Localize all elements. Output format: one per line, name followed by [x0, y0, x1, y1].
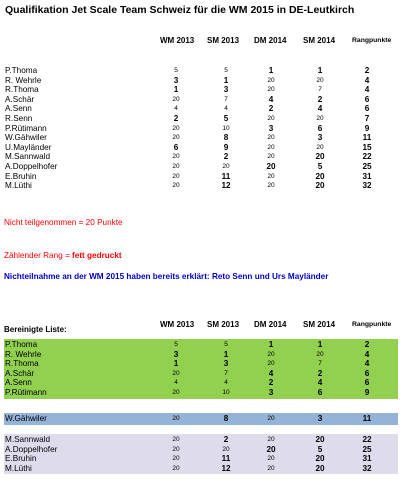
header2-dm2014: DM 2014 — [254, 320, 287, 329]
cell-dm2014: 20 — [267, 134, 275, 142]
row-name: R.Thoma — [5, 359, 39, 369]
cell-sm2014: 20 — [315, 152, 325, 162]
cell-rangpunkte: 4 — [364, 85, 370, 95]
table-row — [4, 133, 398, 143]
cell-wm2013: 3 — [173, 75, 179, 85]
cell-rangpunkte: 9 — [364, 387, 370, 397]
header-wm2013: WM 2013 — [160, 36, 195, 45]
cell-dm2014: 20 — [266, 161, 276, 171]
cell-rangpunkte: 6 — [364, 378, 370, 388]
cell-sm2013: 11 — [221, 171, 231, 181]
page-title: Qualifikation Jet Scale Team Schweiz für die WM 2015 in DE-Leutkirch — [5, 4, 355, 16]
cell-wm2013: 20 — [172, 455, 180, 463]
cell-sm2013: 10 — [222, 388, 230, 396]
cell-rangpunkte: 31 — [362, 454, 372, 464]
cell-dm2014: 4 — [268, 94, 274, 104]
cell-sm2013: 1 — [223, 349, 229, 359]
cell-wm2013: 20 — [172, 172, 180, 180]
header2-wm2013: WM 2013 — [160, 320, 195, 329]
cell-rangpunkte: 32 — [362, 181, 372, 191]
cell-sm2013: 4 — [224, 105, 228, 113]
row-name: A.Doppelhofer — [5, 161, 58, 171]
cell-sm2013: 12 — [221, 181, 231, 191]
header-sm2014: SM 2014 — [303, 36, 336, 45]
cell-sm2014: 7 — [318, 86, 322, 94]
cell-sm2013: 2 — [223, 152, 229, 162]
cell-dm2014: 20 — [267, 153, 275, 161]
table-row — [4, 104, 398, 114]
cell-rangpunkte: 15 — [362, 142, 372, 152]
cell-sm2013: 7 — [224, 95, 228, 103]
cell-rangpunkte: 25 — [362, 444, 372, 454]
row-name: P.Rütimann — [5, 387, 47, 397]
cell-rangpunkte: 4 — [364, 359, 370, 369]
cell-rangpunkte: 32 — [362, 463, 372, 473]
cell-wm2013: 1 — [173, 359, 179, 369]
row-name: P.Rütimann — [5, 123, 47, 133]
cell-rangpunkte: 2 — [364, 66, 370, 75]
cell-sm2014: 4 — [317, 104, 323, 114]
table-row — [4, 143, 398, 153]
cell-sm2013: 3 — [223, 359, 229, 369]
cell-wm2013: 20 — [172, 182, 180, 190]
cell-sm2014: 6 — [317, 123, 323, 133]
cell-sm2014: 1 — [317, 340, 323, 349]
cell-dm2014: 20 — [267, 76, 275, 84]
clean-group-2 — [4, 413, 398, 425]
cell-dm2014: 20 — [266, 444, 276, 454]
cell-dm2014: 4 — [268, 368, 274, 378]
row-name: R.Senn — [5, 113, 33, 123]
cell-sm2014: 20 — [315, 181, 325, 191]
row-name: U.Mayländer — [5, 142, 52, 152]
cell-sm2013: 11 — [221, 454, 231, 464]
table-row — [4, 95, 398, 105]
table-row — [4, 369, 398, 379]
cell-rangpunkte: 7 — [364, 113, 370, 123]
cell-dm2014: 20 — [267, 182, 275, 190]
cell-sm2014: 20 — [316, 76, 324, 84]
cell-dm2014: 2 — [268, 104, 274, 114]
cell-wm2013: 20 — [172, 134, 180, 142]
table-row — [4, 388, 398, 398]
table-row — [4, 124, 398, 134]
cell-sm2014: 5 — [317, 161, 323, 171]
cell-sm2014: 4 — [317, 378, 323, 388]
cell-dm2014: 20 — [267, 86, 275, 94]
cell-sm2013: 5 — [224, 67, 228, 74]
table-row — [4, 162, 398, 172]
cell-wm2013: 20 — [172, 153, 180, 161]
cell-sm2014: 20 — [315, 435, 325, 444]
cell-rangpunkte: 11 — [362, 133, 372, 143]
row-name: A.Senn — [5, 104, 32, 114]
row-name: M.Sannwald — [5, 152, 51, 162]
cell-rangpunkte: 22 — [362, 435, 372, 444]
cell-sm2013: 5 — [224, 341, 228, 348]
cell-wm2013: 20 — [172, 464, 180, 472]
table-row — [4, 464, 398, 474]
cell-rangpunkte: 6 — [364, 94, 370, 104]
cell-sm2014: 20 — [316, 114, 324, 122]
cell-wm2013: 20 — [172, 388, 180, 396]
cell-sm2013: 8 — [223, 414, 229, 423]
cell-rangpunkte: 31 — [362, 171, 372, 181]
cell-rangpunkte: 9 — [364, 123, 370, 133]
table-row — [4, 76, 398, 86]
row-name: M.Sannwald — [5, 435, 51, 444]
table-row — [4, 181, 398, 191]
cell-sm2013: 20 — [222, 445, 230, 453]
ranking-table — [4, 66, 398, 191]
row-name: R. Wehrle — [5, 75, 42, 85]
cell-dm2014: 20 — [267, 114, 275, 122]
cell-wm2013: 5 — [174, 341, 178, 348]
note-counting-bold: fett gedruckt — [72, 251, 122, 260]
row-name: P.Thoma — [5, 66, 38, 75]
cell-sm2013: 9 — [223, 142, 229, 152]
cell-sm2013: 12 — [221, 463, 231, 473]
table-row — [4, 445, 398, 455]
cell-sm2013: 1 — [223, 75, 229, 85]
note-declared: Nichteilnahme an der WM 2015 haben bereits erklärt: Reto Senn und Urs Mayländer — [4, 272, 329, 281]
cell-wm2013: 20 — [172, 415, 180, 422]
cell-sm2014: 7 — [318, 360, 322, 368]
cell-wm2013: 20 — [172, 162, 180, 170]
cell-sm2014: 20 — [316, 143, 324, 151]
row-name: A.Schär — [5, 368, 35, 378]
table-row — [4, 414, 398, 424]
row-name: R. Wehrle — [5, 349, 42, 359]
cell-sm2013: 20 — [222, 162, 230, 170]
row-name: R.Thoma — [5, 85, 39, 95]
cell-dm2014: 3 — [268, 123, 274, 133]
subtitle-clean-list: Bereinigte Liste: — [4, 325, 67, 334]
cell-dm2014: 20 — [267, 360, 275, 368]
cell-dm2014: 3 — [268, 387, 274, 397]
cell-sm2013: 4 — [224, 379, 228, 387]
cell-wm2013: 3 — [173, 349, 179, 359]
row-name: M.Lüthi — [5, 181, 32, 191]
cell-sm2013: 8 — [223, 133, 229, 143]
cell-sm2014: 20 — [315, 171, 325, 181]
cell-rangpunkte: 6 — [364, 104, 370, 114]
note-counting-prefix: Zählender Rang = — [4, 251, 73, 260]
row-name: E.Bruhin — [5, 171, 37, 181]
cell-wm2013: 20 — [172, 124, 180, 132]
cell-sm2014: 3 — [317, 414, 323, 423]
cell-dm2014: 20 — [267, 464, 275, 472]
cell-sm2014: 2 — [317, 368, 323, 378]
cell-sm2013: 3 — [223, 85, 229, 95]
header2-sm2013: SM 2013 — [207, 320, 240, 329]
cell-dm2014: 1 — [268, 340, 274, 349]
table-row — [4, 350, 398, 360]
cell-wm2013: 20 — [172, 95, 180, 103]
cell-sm2014: 20 — [315, 454, 325, 464]
cell-sm2013: 5 — [223, 113, 229, 123]
cell-rangpunkte: 22 — [362, 152, 372, 162]
cell-sm2014: 6 — [317, 387, 323, 397]
cell-wm2013: 4 — [174, 105, 178, 113]
cell-wm2013: 2 — [173, 113, 179, 123]
row-name: W.Gähwiler — [5, 133, 47, 143]
header2-rangpunkte: Rangpunkte — [352, 321, 392, 328]
cell-dm2014: 2 — [268, 378, 274, 388]
cell-wm2013: 5 — [174, 67, 178, 74]
cell-sm2014: 1 — [317, 66, 323, 75]
cell-sm2013: 10 — [222, 124, 230, 132]
row-name: A.Doppelhofer — [5, 444, 58, 454]
cell-wm2013: 1 — [173, 85, 179, 95]
cell-rangpunkte: 4 — [364, 75, 370, 85]
row-name: P.Thoma — [5, 340, 38, 349]
row-name: E.Bruhin — [5, 454, 37, 464]
cell-wm2013: 20 — [172, 445, 180, 453]
cell-sm2014: 20 — [315, 463, 325, 473]
table-row — [4, 340, 398, 350]
cell-dm2014: 20 — [267, 143, 275, 151]
cell-rangpunkte: 25 — [362, 161, 372, 171]
clean-group-3 — [4, 434, 398, 474]
table-row — [4, 359, 398, 369]
cell-rangpunkte: 11 — [362, 414, 372, 423]
row-name: M.Lüthi — [5, 463, 32, 473]
header2-sm2014: SM 2014 — [303, 320, 336, 329]
cell-rangpunkte: 4 — [364, 349, 370, 359]
table-row — [4, 66, 398, 76]
note-not-participated: Nicht teilgenommen = 20 Punkte — [4, 218, 123, 227]
header-sm2013: SM 2013 — [207, 36, 240, 45]
cell-wm2013: 20 — [172, 436, 180, 443]
cell-wm2013: 4 — [174, 379, 178, 387]
cell-dm2014: 20 — [267, 172, 275, 180]
cell-wm2013: 6 — [173, 142, 179, 152]
table-row — [4, 378, 398, 388]
note-counting-rank — [4, 251, 122, 260]
header-rangpunkte: Rangpunkte — [352, 37, 392, 44]
table-row — [4, 114, 398, 124]
table-row — [4, 172, 398, 182]
cell-dm2014: 20 — [267, 415, 275, 422]
table-row — [4, 435, 398, 445]
cell-sm2013: 7 — [224, 369, 228, 377]
cell-sm2014: 3 — [317, 133, 323, 143]
cell-dm2014: 1 — [268, 66, 274, 75]
table-row — [4, 454, 398, 464]
row-name: W.Gähwiler — [5, 414, 47, 423]
header-dm2014: DM 2014 — [254, 36, 287, 45]
cell-sm2013: 2 — [223, 435, 229, 444]
cell-rangpunkte: 2 — [364, 340, 370, 349]
cell-dm2014: 20 — [267, 350, 275, 358]
cell-sm2014: 2 — [317, 94, 323, 104]
cell-rangpunkte: 6 — [364, 368, 370, 378]
cell-dm2014: 20 — [267, 436, 275, 443]
table-row — [4, 85, 398, 95]
table-row — [4, 152, 398, 162]
row-name: A.Schär — [5, 94, 35, 104]
cell-wm2013: 20 — [172, 369, 180, 377]
cell-dm2014: 20 — [267, 455, 275, 463]
row-name: A.Senn — [5, 378, 32, 388]
clean-group-1 — [4, 339, 398, 399]
cell-sm2014: 20 — [316, 350, 324, 358]
cell-sm2014: 5 — [317, 444, 323, 454]
